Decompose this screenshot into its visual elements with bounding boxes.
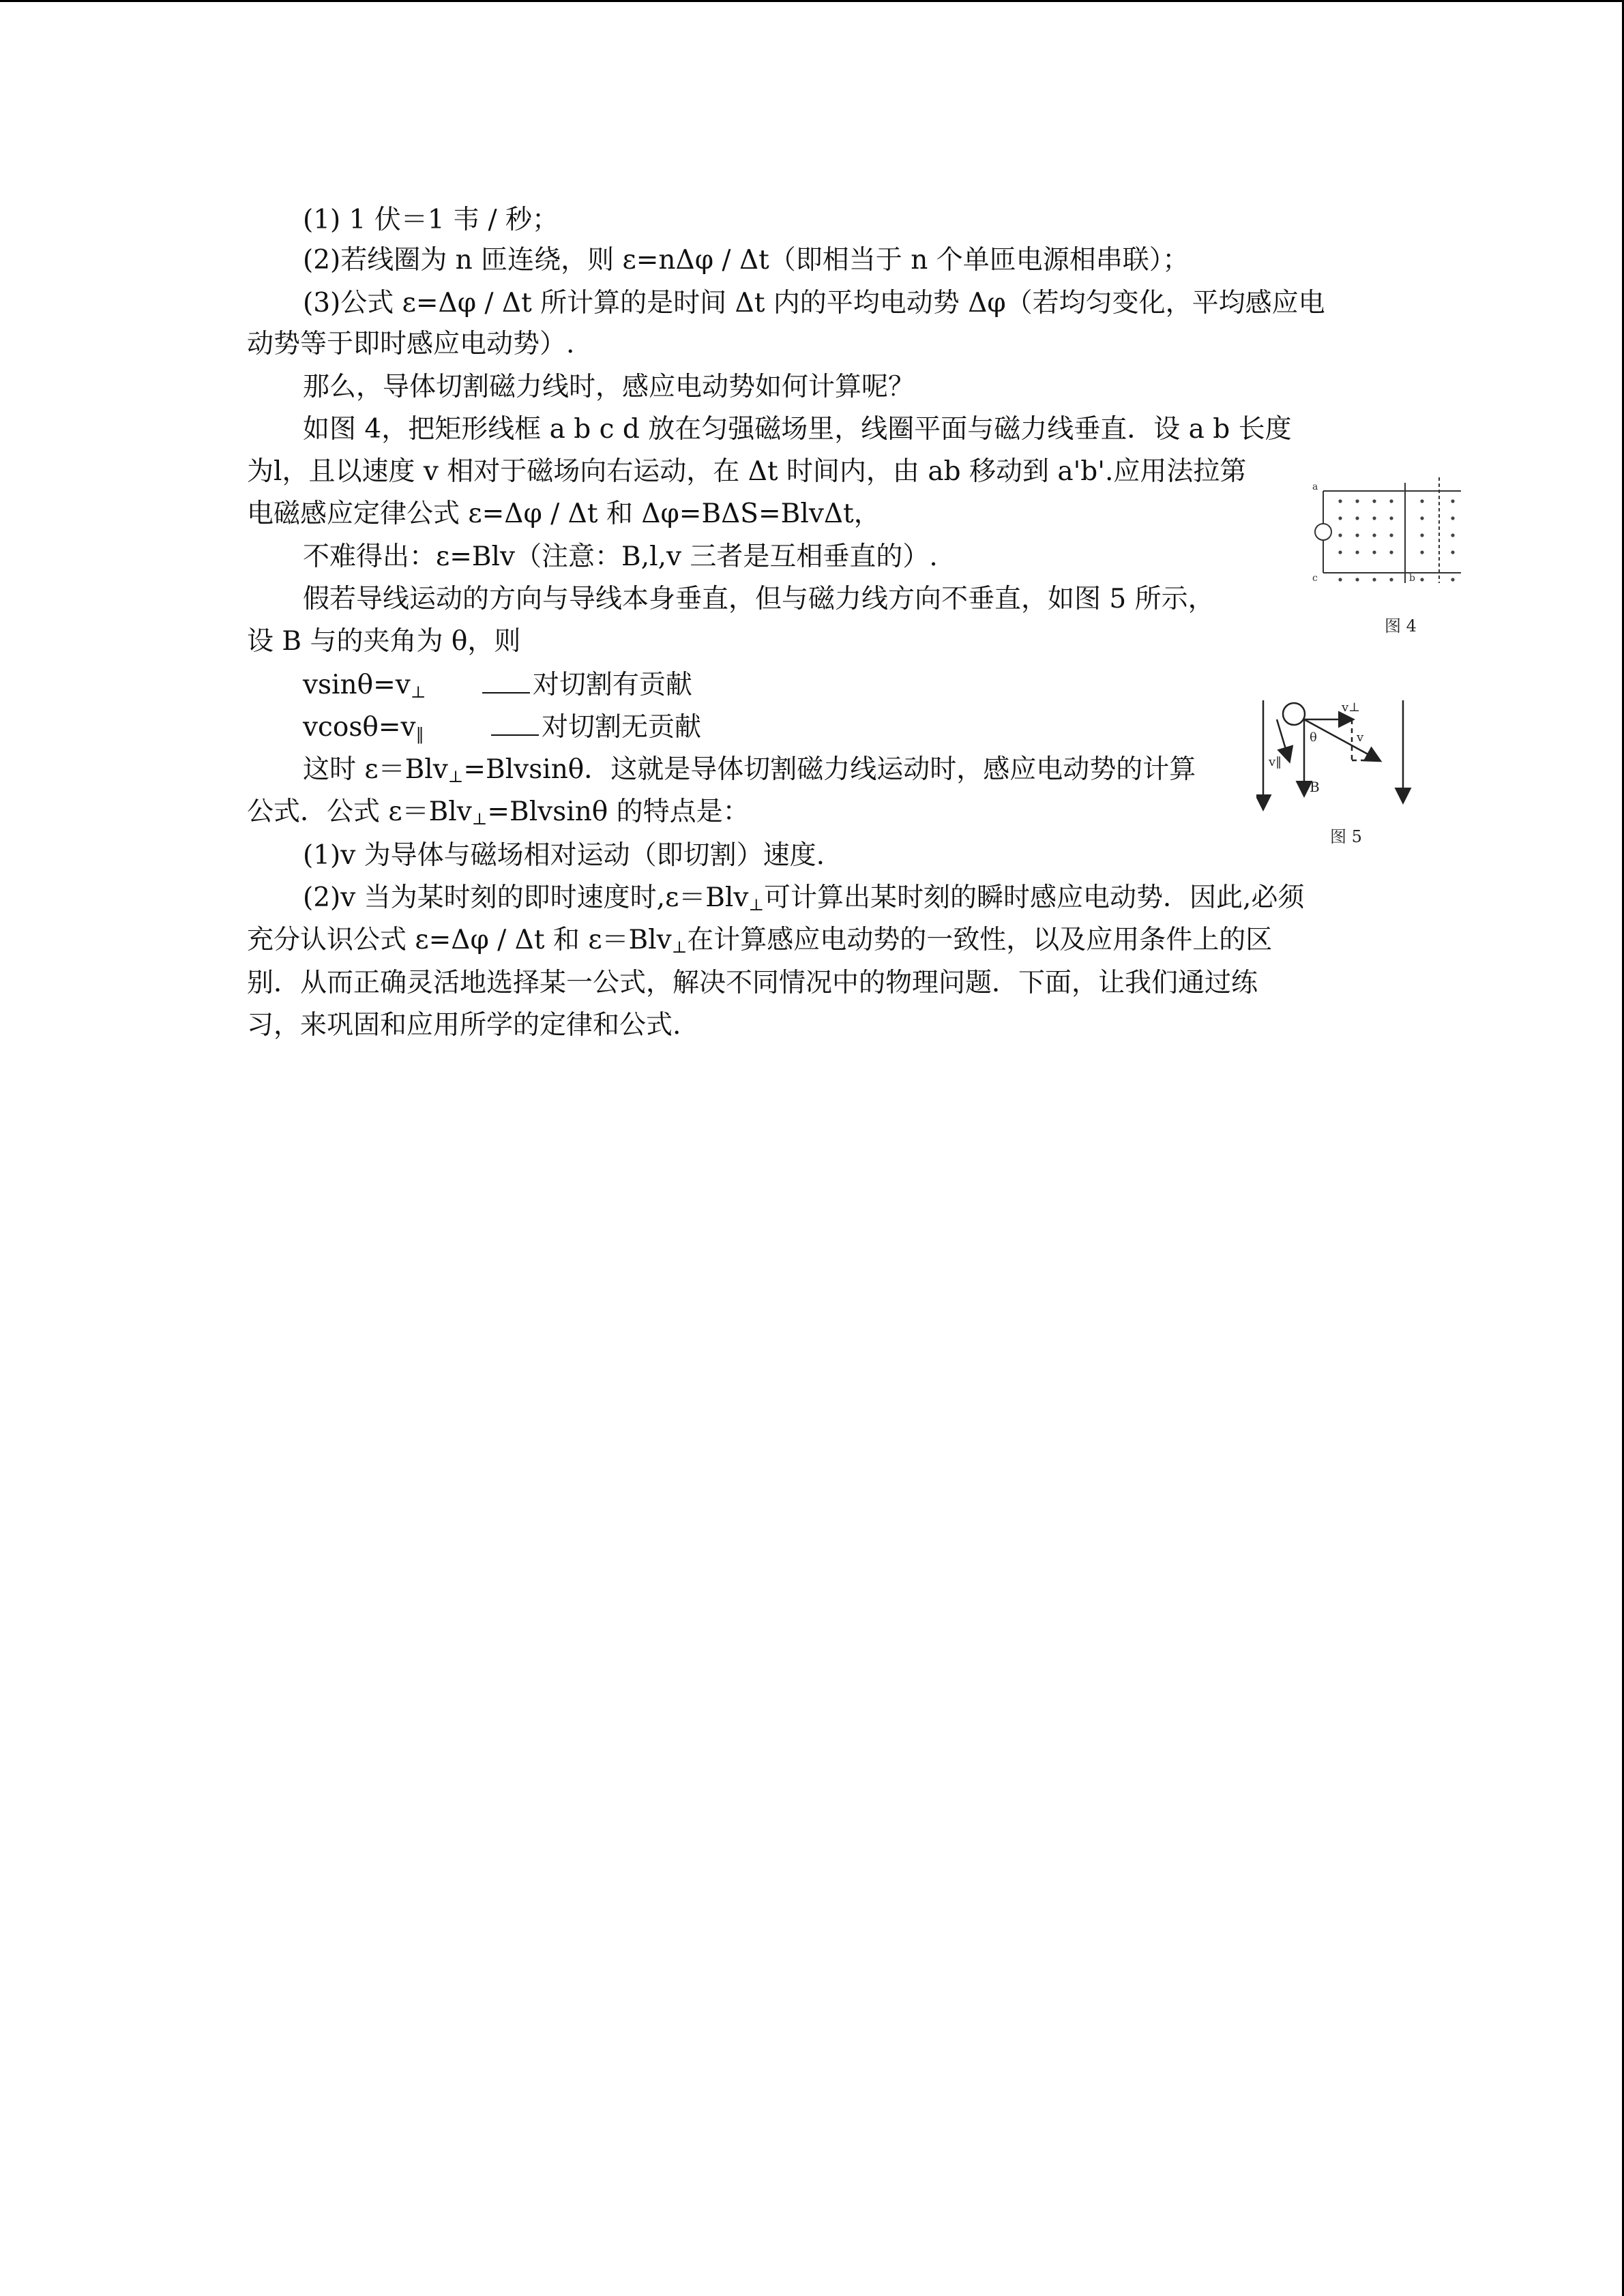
vsin-text: 对切割有贡献 [532,670,692,700]
figure-4 [1303,471,1466,636]
figure-5-label-theta: θ [1310,730,1317,745]
figure-4-label-b: b [1409,573,1415,584]
point-2-a: (2)v 当为某时刻的即时速度时,ε＝Blv [303,882,749,913]
paragraph-7: 假若导线运动的方向与导线本身垂直，但与磁力线方向不垂直，如图 5 所示， [303,584,1215,614]
figure-5-label-B: B [1310,779,1320,795]
paragraph-7-cont: 设 B 与的夹角为 θ，则 [247,626,521,657]
point-2 [303,881,1304,915]
paragraph-3-cont: 动势等于即时感应电动势）. [247,329,575,359]
figure-4-diagram [1303,471,1466,607]
point-2-sub: ⊥ [748,895,765,914]
eq-line-1 [303,753,1196,787]
point-2-l2-sub: ⊥ [671,938,688,957]
paragraph-3: (3)公式 ε=Δφ / Δt 所计算的是时间 Δt 内的平均电动势 Δφ（若均匀变化，平均感应电 [303,288,1325,318]
vcos-blank [491,713,539,736]
vsin-sub: ⊥ [410,683,426,702]
vcos-lhs: vcosθ=v [303,712,416,743]
vcos-line [303,711,701,745]
figure-4-label-c: c [1312,573,1318,584]
figure-5 [1256,692,1420,846]
figure-4-label-a: a [1312,481,1318,492]
vsin-lhs: vsinθ=v [303,670,411,700]
figure-4-caption: 图 4 [1385,616,1417,636]
eq-line-2-sub: ⊥ [471,809,488,829]
vsin-blank [482,670,530,694]
page-top-border [0,0,1624,2]
figure-5-label-vperp: v⊥ [1342,700,1361,715]
vcos-text: 对切割无贡献 [541,712,701,743]
paragraph-6: 不难得出：ε=Blv（注意：B,l,v 三者是互相垂直的）. [303,541,938,572]
point-1: (1)v 为导体与磁场相对运动（即切割）速度. [303,840,825,871]
paragraph-2: (2)若线圈为 n 匝连绕，则 ε=nΔφ / Δt（即相当于 n 个单匝电源相串联）； [303,245,1190,275]
figure-5-caption: 图 5 [1330,827,1362,846]
point-2-line-2 [247,923,1272,957]
point-2-line-4: 习，来巩固和应用所学的定律和公式. [247,1010,681,1041]
eq-line-2 [247,795,750,829]
point-2-line-3: 别．从而正确灵活地选择某一公式，解决不同情况中的物理问题．下面，让我们通过练 [247,968,1258,998]
paragraph-5-cont: 为l，且以速度 v 相对于磁场向右运动，在 Δt 时间内，由 ab 移动到 a'b'.应用法拉第 [247,456,1247,487]
point-2-l2-a: 充分认识公式 ε=Δφ / Δt 和 ε＝Blv [247,925,672,955]
figure-5-diagram [1256,692,1420,815]
point-2-b: 可计算出某时刻的瞬时感应电动势．因此,必须 [764,882,1305,913]
paragraph-5: 如图 4，把矩形线框 a b c d 放在匀强磁场里，线圈平面与磁力线垂直．设 a b 长度 [303,414,1292,445]
paragraph-4: 那么，导体切割磁力线时，感应电动势如何计算呢？ [303,372,915,402]
figure-5-label-v: v [1357,730,1364,745]
eq-line-2-b: =Blvsinθ 的特点是： [487,796,750,827]
figure-5-label-vpar: v‖ [1269,755,1282,769]
eq-line-2-a: 公式．公式 ε＝Blv [247,796,472,827]
paragraph-1: (1) 1 伏＝1 韦 / 秒； [303,205,559,235]
vsin-line [303,668,692,702]
eq-line-1-sub: ⊥ [447,767,464,786]
paragraph-5-cont2: 电磁感应定律公式 ε=Δφ / Δt 和 Δφ=BΔS=BlvΔt， [247,498,881,529]
vcos-sub: ‖ [415,725,424,744]
eq-line-1-a: 这时 ε＝Blv [303,754,448,785]
eq-line-1-b: =Blvsinθ．这就是导体切割磁力线运动时，感应电动势的计算 [463,754,1196,785]
point-2-l2-b: 在计算感应电动势的一致性，以及应用条件上的区 [687,925,1273,955]
